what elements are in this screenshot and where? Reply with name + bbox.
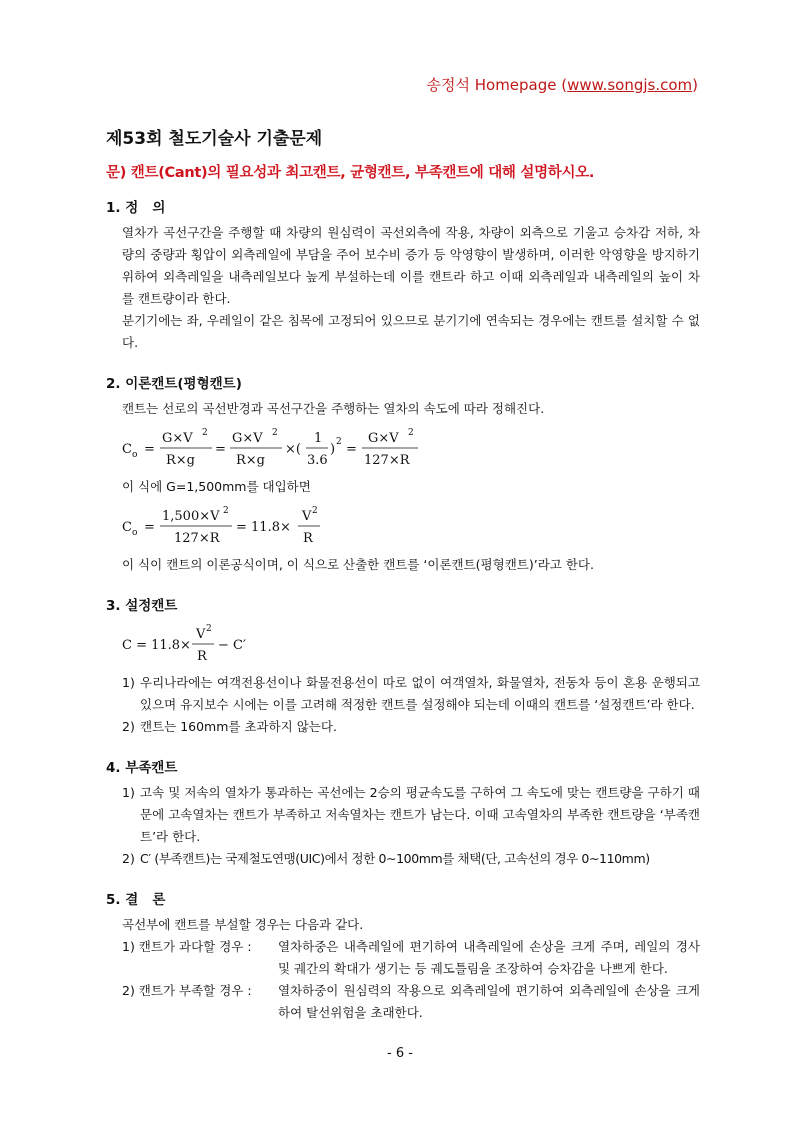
formula-num: V	[196, 627, 206, 642]
formula-lhs-sub: o	[132, 528, 138, 538]
item-text: 우리나라에는 여객전용선이나 화물전용선이 따로 없이 여객열차, 화물열차, 전동차 등이 혼용 운행되고 있으며 유지보수 시에는 이를 고려해 적정한 캔트를 설정해야 되는데 이때의 캔트를 ‘설정캔트’라 한다.	[140, 675, 700, 712]
formula-close: )	[330, 442, 336, 457]
paragraph: 곡선부에 캔트를 부설할 경우는 다음과 같다.	[122, 917, 364, 932]
formula-exp: 2	[312, 506, 318, 516]
item-number: 1)	[122, 785, 135, 800]
condition-text: 열차하중은 내측레일에 편기하여 내측레일에 손상을 크게 주며, 레일의 경사 및 궤간의 확대가 생기는 등 궤도틀림을 조장하여 승차감을 나쁘게 한다.	[278, 939, 700, 976]
section-heading: 2. 이론캔트(평형캔트)	[106, 376, 242, 392]
header-author: 송정석	[426, 76, 470, 94]
formula-num: G×V	[162, 431, 193, 446]
list-item	[122, 782, 700, 848]
formula-set-cant	[122, 620, 700, 668]
formula-svg	[122, 620, 362, 668]
paragraph: 분기기에는 좌, 우레일이 같은 침목에 고정되어 있으므로 분기기에 연속되는 경우에는 캔트를 설치할 수 없다.	[122, 313, 700, 350]
page-number: - 6 -	[387, 1046, 413, 1061]
paragraph: 열차가 곡선구간을 주행할 때 차량의 원심력이 곡선외측에 작용, 차량이 외측으로 기울고 승차감 저하, 차량의 중량과 횡압이 외측레일에 부담을 주어 보수비 증가 등 악영향이 발생하며, 이러한 악영향을 방지하기 위하여 외측레일을 내측레일보다 높게 부설하는데 이를 캔트라 하고 이때 외측레일과 내측레일의 높이 차를 캔트량이라 한다.	[122, 225, 700, 306]
set-cant-list	[122, 672, 700, 738]
formula-den: 127×R	[364, 453, 410, 468]
item-number: 2)	[122, 719, 135, 734]
formula-exp: 2	[272, 428, 278, 438]
item-number: 1)	[122, 675, 135, 690]
section-theoretical-cant	[106, 372, 700, 576]
list-item	[122, 848, 700, 870]
formula-exp: 2	[223, 506, 229, 516]
page-header: 송정석 Homepage (www.songjs.com)	[426, 76, 698, 94]
formula-eq: =	[215, 442, 226, 457]
condition-label: 2) 캔트가 부족할 경우 :	[122, 983, 252, 998]
formula-mid: = 11.8×	[236, 520, 291, 535]
formula-num: 1	[314, 431, 323, 446]
formula-exp: 2	[206, 624, 212, 634]
formula-tail: − C′	[218, 638, 246, 653]
condition-text: 열차하중이 원심력의 작용으로 외측레일에 편기하여 외측레일에 손상을 크게 하여 탈선위험을 초래한다.	[278, 983, 700, 1020]
section-deficient-cant	[106, 756, 700, 870]
question-text: 문) 캔트(Cant)의 필요성과 최고캔트, 균형캔트, 부족캔트에 대해 설명하시오.	[106, 165, 595, 181]
formula-den: R	[303, 531, 313, 546]
formula-eq: =	[144, 442, 155, 457]
formula-num: 1,500×V	[162, 509, 220, 524]
formula-times: ×(	[285, 442, 301, 457]
formula-lhs: C	[122, 442, 132, 457]
formula-lhs: C = 11.8×	[122, 638, 191, 653]
formula-den: 127×R	[174, 531, 220, 546]
formula-den: R×g	[236, 453, 266, 468]
paragraph: 이 식에 G=1,500mm를 대입하면	[122, 479, 311, 494]
condition-deficient	[122, 980, 700, 1024]
section-heading: 5. 결 론	[106, 892, 166, 908]
formula-lhs-sub: o	[132, 450, 138, 460]
section-heading: 4. 부족캔트	[106, 760, 178, 776]
document-title: 제53회 철도기술사 기출문제	[106, 129, 323, 149]
list-item	[122, 672, 700, 716]
section-definition	[106, 196, 700, 354]
formula-eq: =	[346, 442, 357, 457]
formula-num: G×V	[368, 431, 399, 446]
formula-exp: 2	[202, 428, 208, 438]
formula-den: R×g	[166, 453, 196, 468]
item-number: 2)	[122, 851, 135, 866]
section-conclusion	[106, 888, 700, 1024]
item-text: 캔트는 160mm를 초과하지 않는다.	[140, 719, 337, 734]
formula-den: R	[197, 649, 207, 664]
formula-substituted	[122, 502, 700, 550]
formula-exp: 2	[336, 437, 342, 447]
formula-svg	[122, 424, 442, 472]
section-heading: 3. 설정캔트	[106, 598, 178, 614]
formula-lhs: C	[122, 520, 132, 535]
condition-label: 1) 캔트가 과다할 경우 :	[122, 939, 252, 954]
formula-exp: 2	[408, 428, 414, 438]
formula-num: G×V	[232, 431, 263, 446]
condition-excess	[122, 936, 700, 980]
section-heading: 1. 정 의	[106, 200, 166, 216]
section-set-cant	[106, 594, 700, 738]
homepage-link[interactable]: www.songjs.com	[567, 76, 693, 94]
deficient-cant-list	[122, 782, 700, 870]
header-brand: Homepage	[474, 76, 557, 94]
list-item	[122, 716, 700, 738]
formula-svg	[122, 502, 442, 550]
formula-num: V	[302, 509, 312, 524]
paragraph: 이 식이 캔트의 이론공식이며, 이 식으로 산출한 캔트를 ‘이론캔트(평형캔트)’라고 한다.	[122, 557, 594, 572]
item-text: 고속 및 저속의 열차가 통과하는 곡선에는 2승의 평균속도를 구하여 그 속도에 맞는 캔트량을 구하기 때문에 고속열차는 캔트가 부족하고 저속열차는 캔트가 남는다. 이때 고속열차의 부족한 캔트량을 ‘부족캔트’라 한다.	[140, 785, 700, 844]
paragraph: 캔트는 선로의 곡선반경과 곡선구간을 주행하는 열차의 속도에 따라 정해진다.	[122, 401, 545, 416]
formula-eq: =	[144, 520, 155, 535]
item-text: C′ (부족캔트)는 국제철도연맹(UIC)에서 정한 0∼100mm를 채택(단, 고속선의 경우 0∼110mm)	[140, 851, 650, 866]
formula-theoretical-cant	[122, 424, 700, 472]
document-body	[106, 124, 700, 1042]
formula-den: 3.6	[307, 453, 328, 468]
